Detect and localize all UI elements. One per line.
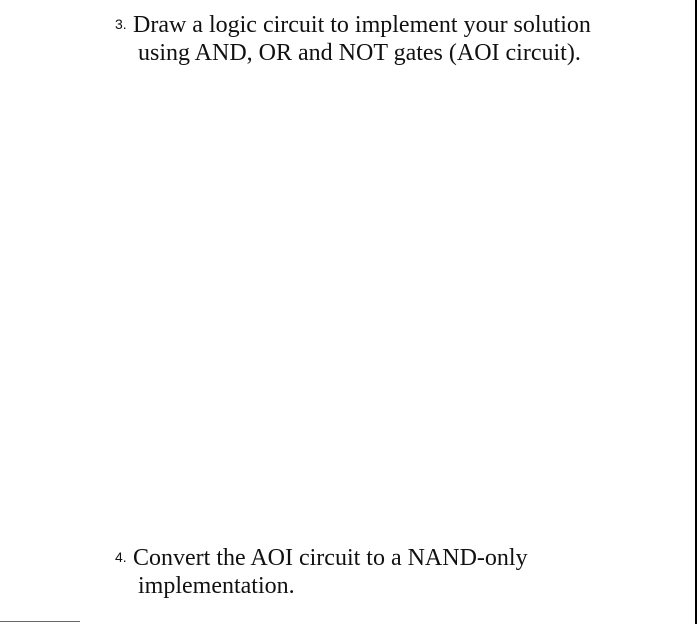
question-3 xyxy=(115,11,635,67)
question-4-number: 4. xyxy=(115,549,127,565)
question-3-line-1: Draw a logic circuit to implement your solution xyxy=(133,12,591,38)
question-4-line-2: implementation. xyxy=(138,573,295,599)
question-4 xyxy=(115,544,635,600)
question-3-line-2: using AND, OR and NOT gates (AOI circuit). xyxy=(138,40,581,66)
question-4-line-1: Convert the AOI circuit to a NAND-only xyxy=(133,545,528,571)
bottom-left-divider xyxy=(0,621,80,622)
right-border-line xyxy=(695,0,697,624)
question-3-number: 3. xyxy=(115,16,127,32)
